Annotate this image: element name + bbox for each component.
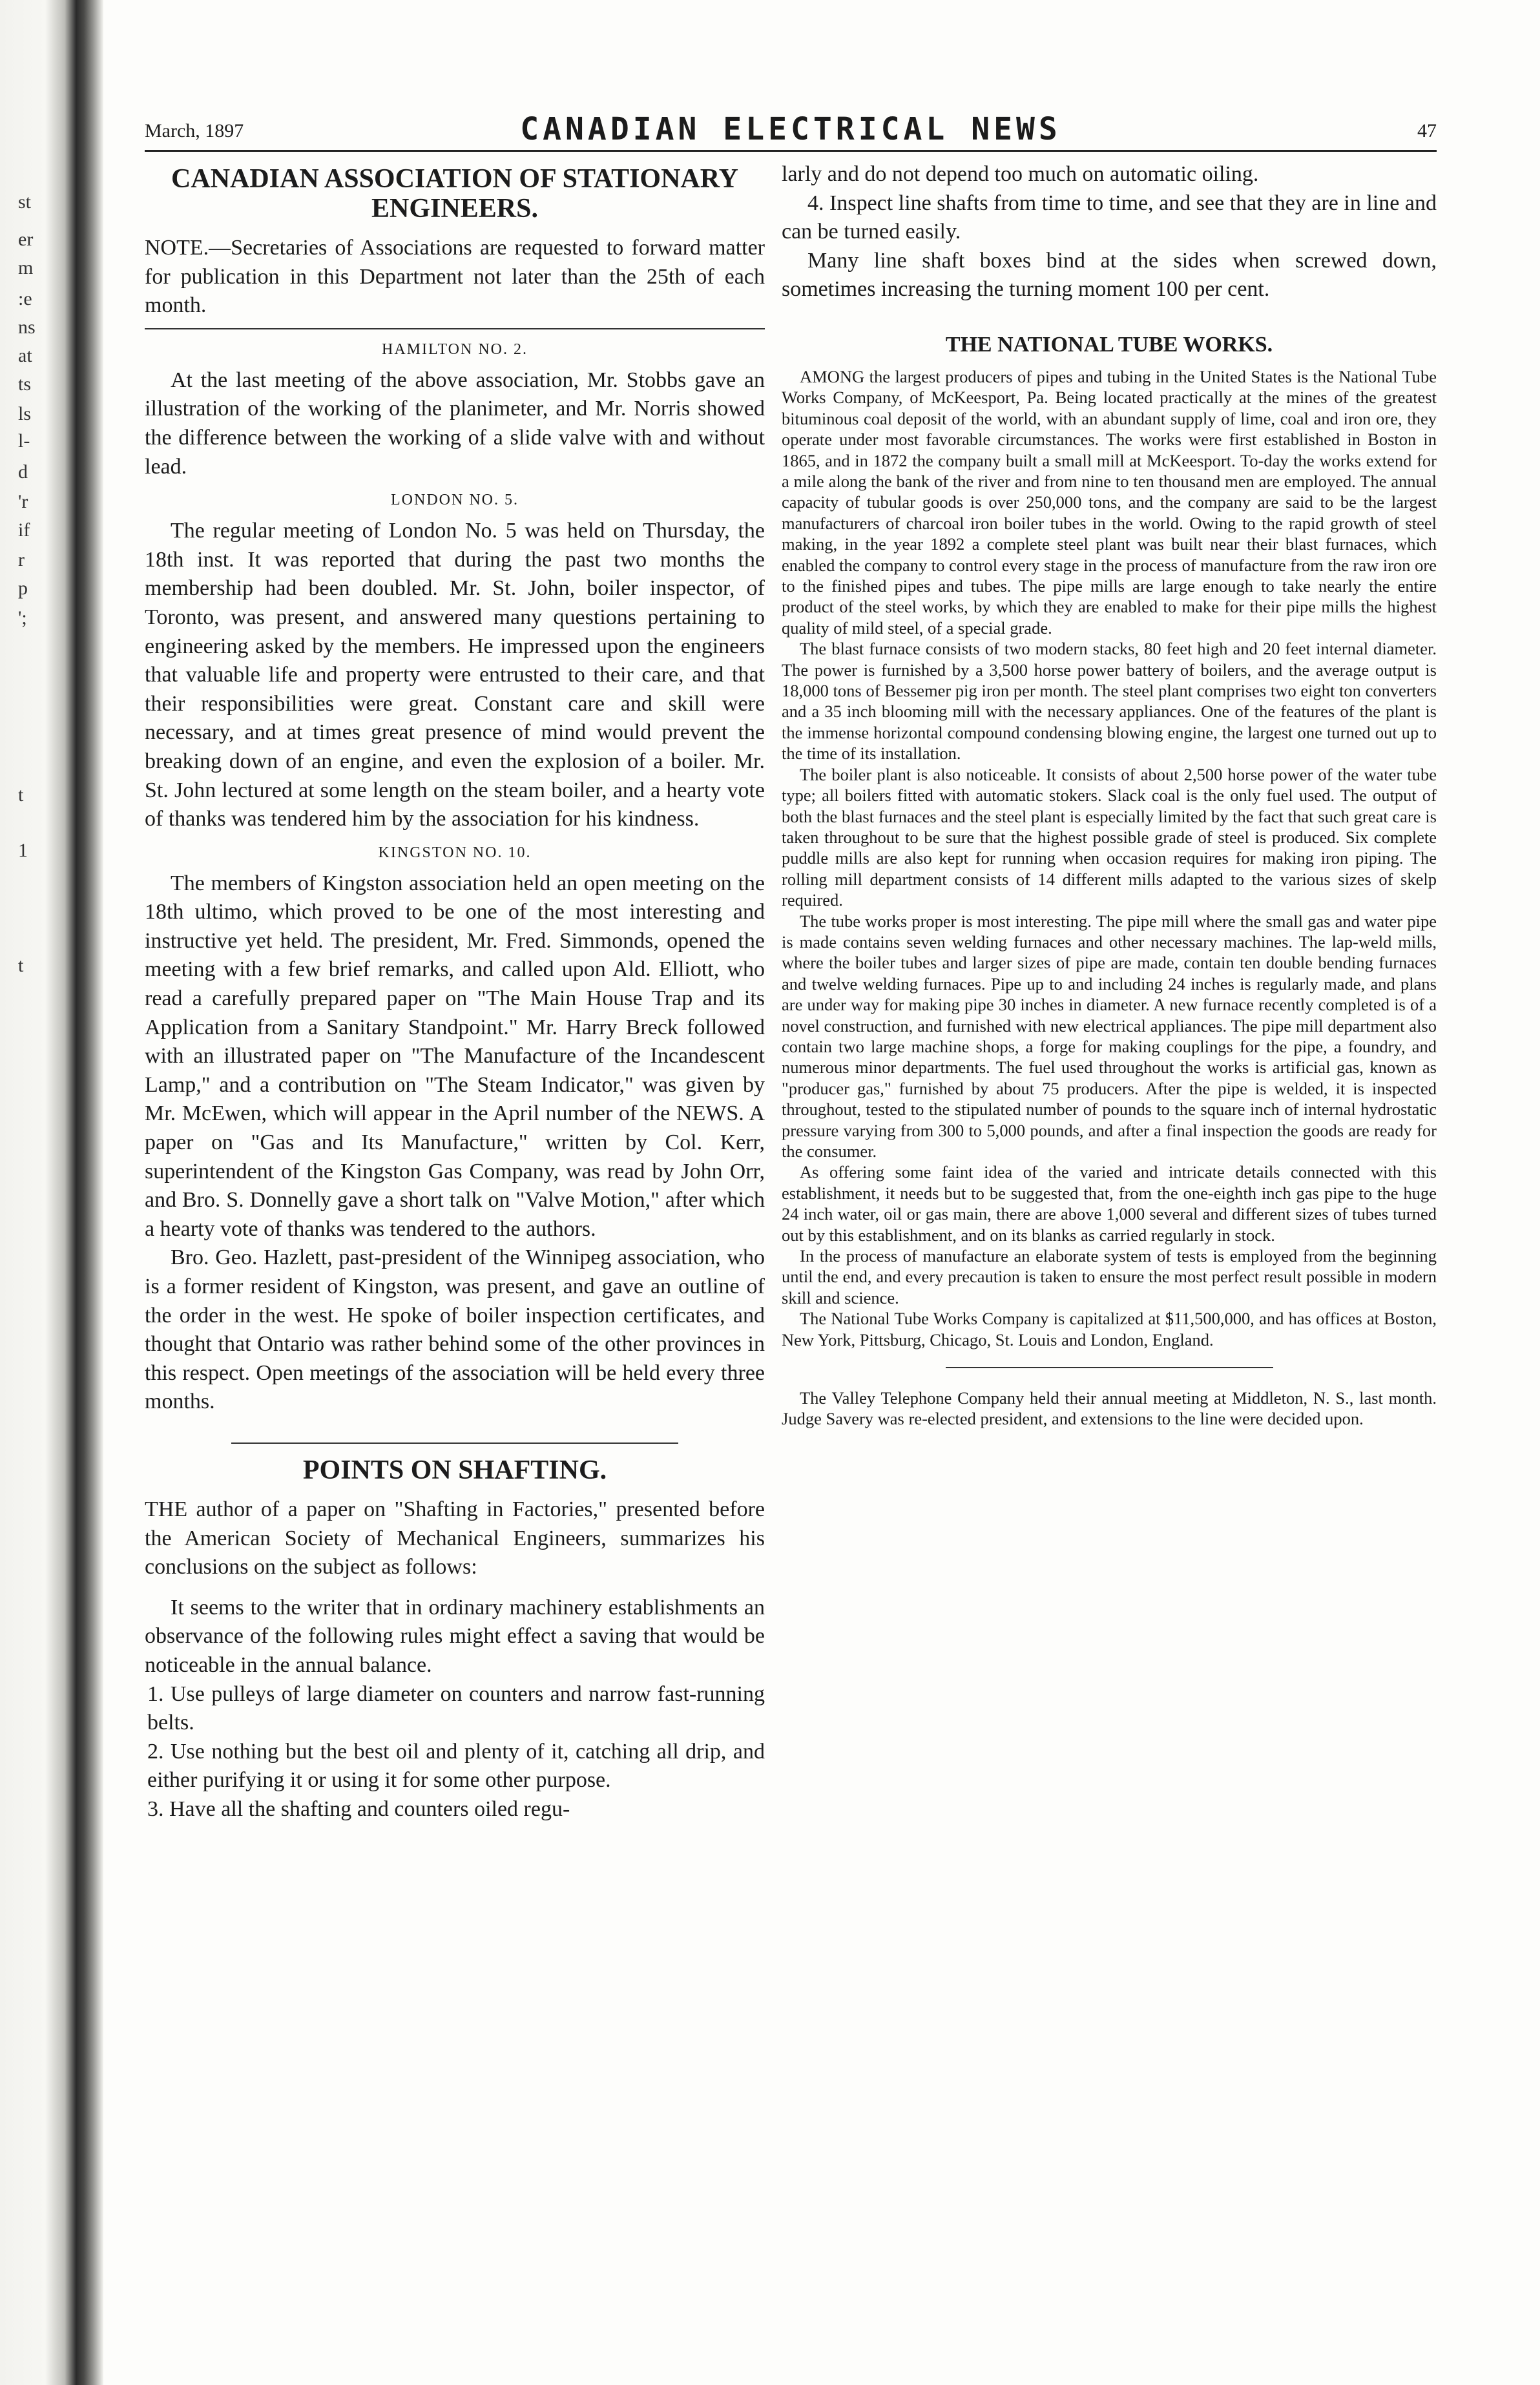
header-rule bbox=[145, 150, 1437, 152]
shafting-rule-4: 4. Inspect line shafts from time to time, and see that they are in line and can be turned easily. bbox=[782, 191, 1437, 244]
tube-works-lead: AMONG bbox=[800, 366, 865, 386]
divider bbox=[946, 1367, 1273, 1368]
shafting-rule-3-end: larly and do not depend too much on automatic oiling. bbox=[782, 162, 1259, 186]
divider bbox=[145, 328, 765, 329]
margin-fragment: at bbox=[18, 345, 32, 366]
editorial-note: NOTE.—Secretaries of Associations are requested to forward matter for publication in this Department not later than the 25th of each month. bbox=[145, 236, 765, 318]
right-column bbox=[782, 160, 1437, 2331]
margin-fragment: r bbox=[18, 549, 25, 570]
london-text: The regular meeting of London No. 5 was held on Thursday, the 18th inst. It was reported that during the past two months the membership had been doubled. Mr. St. John, boiler inspector, of Toronto, was present, and answered many questions pertaining to engineering asked by the members. He impressed upon the engineers that valuable life and property were entrusted to their care, and that their responsibilities were great. Constant care and skill were necessary, and at times great presence of mind would prevent the breaking down of an engine, and even the explosion of a boiler. Mr. St. John lectured at some length on the steam boiler, and a hearty vote of thanks was tendered him by the association for his kindness. bbox=[145, 519, 765, 831]
shafting-intro-lead: THE bbox=[145, 1497, 188, 1521]
margin-fragment: :e bbox=[18, 288, 32, 309]
margin-fragment: ns bbox=[18, 317, 36, 338]
left-column bbox=[145, 160, 765, 2331]
hamilton-heading: HAMILTON NO. 2. bbox=[381, 340, 528, 358]
tube-works-paragraph-2: The blast furnace consists of two modern stacks, 80 feet high and 20 feet internal diameter. The power is furnished by a 3,500 horse power battery of boilers, and the average output is 18,000 tons of Bessemer pig iron per month. The steel plant comprises two eight ton converters and a 35 inch blooming mill with the necessary appliances. One of the features of the plant is the immense horizontal compound condensing blowing engine, the largest one turned out up to the time of its installation. bbox=[782, 639, 1437, 764]
tube-works-paragraph-5: As offering some faint idea of the varied and intricate details connected with this establishment, it needs but to be suggested that, from the one-eighth inch gas pipe to the huge 24 inch water, oil or gas main, there are above 1,000 several and different sizes of tubes turned out by this establishment, and on its blanks as carried regularly in stock. bbox=[782, 1162, 1437, 1245]
tube-works-title: THE NATIONAL TUBE WORKS. bbox=[945, 332, 1273, 357]
margin-fragment: t bbox=[18, 784, 24, 806]
margin-fragment: m bbox=[18, 257, 34, 278]
shafting-intro-text: author of a paper on "Shafting in Factories," presented before the American Society of Mechanical Engineers, summarizes his conclusions on the subject as follows: bbox=[145, 1497, 765, 1579]
london-heading: LONDON NO. 5. bbox=[391, 492, 519, 509]
margin-fragment: t bbox=[18, 955, 24, 976]
scan-binding-edge bbox=[0, 0, 103, 2385]
shafting-rule-1: 1. Use pulleys of large diameter on counters and narrow fast-running belts. bbox=[147, 1682, 765, 1735]
shafting-title: POINTS ON SHAFTING. bbox=[302, 1455, 607, 1485]
page-number: 47 bbox=[1417, 120, 1437, 141]
margin-fragment: d bbox=[18, 461, 28, 483]
issue-date: March, 1897 bbox=[145, 120, 244, 141]
shafting-rule-3-start: 3. Have all the shafting and counters oiled regu- bbox=[147, 1797, 570, 1821]
tube-works-paragraph-7: The National Tube Works Company is capitalized at $11,500,000, and has offices at Boston, New York, Pittsburg, Chicago, St. Louis and London, England. bbox=[782, 1309, 1437, 1349]
shafting-intro bbox=[145, 1495, 765, 1582]
tube-works-paragraph-6: In the process of manufacture an elaborate system of tests is employed from the beginning until the end, and every precaution is taken to ensure the most perfect result possible in modern skill and science. bbox=[782, 1246, 1437, 1307]
tube-works-paragraph-3: The boiler plant is also noticeable. It consists of about 2,500 horse power of the water tube type; all boilers fitted with automatic stokers. Slack coal is the only fuel used. The output of both the blast furnaces and the steel plant is especially limited by the fact that such great care is taken throughout to be sure that the highest possible grade of steel is produced. Six complete puddle mills are also kept for running when occasion requires for making iron piping. The rolling mill department consists of 14 different mills adapted to the various sizes of skelp required. bbox=[782, 764, 1437, 910]
kingston-paragraph-1: The members of Kingston association held an open meeting on the 18th ultimo, which proved to be one of the most interesting and instructive yet held. The president, Mr. Fred. Simmonds, opened the meeting with a few brief remarks, and called upon Ald. Elliott, who read a carefully prepared paper on "The Main House Trap and its Application from a Sanitary Standpoint." Mr. Harry Breck followed with an illustrated paper on "The Manufacture of the Incandescent Lamp," and a contribution on "The Steam Indicator," was given by Mr. McEwen, which will appear in the April number of the NEWS. A paper on "Gas and Its Manufacture," written by Col. Kerr, superintendent of the Kingston Gas Company, was read by John Orr, and Bro. S. Donnelly gave a short talk on "Valve Motion," after which a hearty vote of thanks was tendered to the authors. bbox=[145, 871, 765, 1241]
margin-fragment: p bbox=[18, 578, 28, 599]
association-title: CANADIAN ASSOCIATION OF STATIONARY ENGINEERS. bbox=[171, 164, 738, 224]
page-header bbox=[145, 111, 1437, 150]
margin-fragment: if bbox=[18, 519, 30, 541]
shafting-rule-2: 2. Use nothing but the best oil and plenty of it, catching all drip, and either purifying it or using it for some other purpose. bbox=[147, 1739, 765, 1793]
margin-fragment: er bbox=[18, 229, 34, 250]
margin-fragment: ls bbox=[18, 403, 32, 424]
tube-works-paragraph-1 bbox=[782, 366, 1437, 638]
margin-fragment: '; bbox=[18, 607, 27, 629]
newspaper-page bbox=[129, 97, 1447, 2345]
divider bbox=[231, 1442, 678, 1444]
margin-fragment: 'r bbox=[18, 491, 28, 512]
margin-fragment: ts bbox=[18, 373, 32, 395]
shafting-closing: Many line shaft boxes bind at the sides when screwed down, sometimes increasing the turning moment 100 per cent. bbox=[782, 248, 1437, 302]
kingston-heading: KINGSTON NO. 10. bbox=[378, 844, 532, 861]
valley-telephone-item: The Valley Telephone Company held their annual meeting at Middleton, N. S., last month. Judge Savery was re-elected president, and extensions to the line were decided upon. bbox=[782, 1388, 1437, 1429]
tube-works-paragraph-4: The tube works proper is most interesting. The pipe mill where the small gas and water pipe is made contains seven welding furnaces and other necessary machines. The lap-weld mills, where the boiler tubes and larger sizes of pipe are made, contain ten double bending furnaces and twelve welding furnaces. Pipe up to and including 24 inches is regularly made, and plans are under way for making pipe 30 inches in diameter. A new furnace recently completed is of a novel construction, and furnished with new electrical appliances. The pipe mill department also contain two large machine shops, a forge for making couplings for the pipe, a foundry, and numerous minor departments. The fuel used throughout the works is artificial gas, known as "producer gas," furnished by about 75 producers. After the pipe is welded, it is inspected throughout, tested to the stipulated number of pounds to the square inch of internal hydrostatic pressure varying from 300 to 5,000 pounds, and after a final inspection the goods are ready for the consumer. bbox=[782, 911, 1437, 1161]
kingston-paragraph-2: Bro. Geo. Hazlett, past-president of the Winnipeg association, who is a former resident of Kingston, was present, and gave an outline of the order in the west. He spoke of boiler inspection certificates, and thought that Ontario was rather behind some of the other provinces in this respect. Open meetings of the association will be held every three months. bbox=[145, 1245, 765, 1414]
shafting-paragraph: It seems to the writer that in ordinary machinery establishments an observance of the following rules might effect a saving that would be noticeable in the annual balance. bbox=[145, 1595, 765, 1677]
margin-fragment: l- bbox=[18, 430, 30, 452]
margin-fragment: st bbox=[18, 191, 32, 213]
tube-works-text: the largest producers of pipes and tubing in the United States is the National Tube Works Company, of McKeesport, Pa. Being located practically at the mines of the greatest bituminous coal deposit of the world, with an abundant supply of lime, coal and iron ore, they operate under most favorable circumstances. The works were first established in Boston in 1865, and in 1872 the company built a small mill at McKeesport. To-day the works extend for a mile along the bank of the river and from nine to ten thousand men are employed. The annual capacity of tubular goods is over 250,000 tons, and the company are said to be the largest manufacturers of charcoal iron boiler tubes in the world. Owing to the rapid growth of steel making, in the year 1892 a complete steel plant was built near their blast furnaces, which enabled the company to control every stage in the process of manufacture from the raw iron ore to the finished pipes and tubes. The pipe mills are large enough to take nearly the entire product of the steel works, by which they are enabled to make for their pipe mills the highest quality of mild steel, of a special grade. bbox=[782, 366, 1437, 638]
masthead: CANADIAN ELECTRICAL NEWS bbox=[520, 111, 1061, 147]
margin-fragment: 1 bbox=[18, 840, 28, 861]
hamilton-text: At the last meeting of the above association, Mr. Stobbs gave an illustration of the working of the planimeter, and Mr. Norris showed the difference between the working of a slide valve with and without lead. bbox=[145, 368, 765, 479]
